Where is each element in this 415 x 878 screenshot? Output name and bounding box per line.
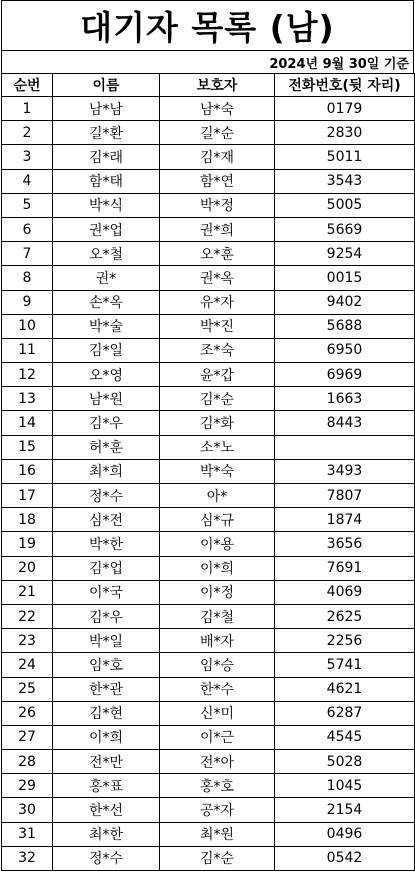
table-row [2,266,415,290]
cell-phone: 2256 [275,629,415,653]
cell-name: 정*수 [53,846,160,870]
cell-phone: 5028 [275,750,415,774]
cell-name: 남*원 [53,387,160,411]
cell-phone: 3543 [275,169,415,193]
cell-phone: 4545 [275,725,415,749]
cell-name: 권* [53,266,160,290]
cell-phone: 5741 [275,653,415,677]
cell-name: 홍*표 [53,774,160,798]
cell-guardian: 공*자 [160,798,275,822]
table-row [2,290,415,314]
cell-phone: 0015 [275,266,415,290]
table-row [2,580,415,604]
cell-phone: 5688 [275,314,415,338]
table-row [2,411,415,435]
cell-phone: 1045 [275,774,415,798]
cell-guardian: 김*재 [160,145,275,169]
header-row [2,74,415,97]
cell-number: 32 [2,846,53,870]
cell-number: 9 [2,290,53,314]
cell-guardian: 김*순 [160,846,275,870]
cell-phone: 6950 [275,338,415,362]
table-row [2,435,415,459]
cell-phone: 9254 [275,242,415,266]
cell-number: 21 [2,580,53,604]
cell-phone: 0179 [275,97,415,121]
cell-name: 최*한 [53,822,160,846]
cell-number: 31 [2,822,53,846]
cell-name: 최*희 [53,459,160,483]
cell-guardian: 권*희 [160,217,275,241]
cell-guardian: 이*용 [160,532,275,556]
cell-number: 26 [2,701,53,725]
cell-number: 24 [2,653,53,677]
cell-phone: 2830 [275,121,415,145]
cell-name: 이*희 [53,725,160,749]
cell-guardian: 함*연 [160,169,275,193]
cell-phone: 0542 [275,846,415,870]
table-row [2,822,415,846]
cell-phone: 3656 [275,532,415,556]
cell-guardian: 남*숙 [160,97,275,121]
cell-number: 2 [2,121,53,145]
cell-number: 23 [2,629,53,653]
table-row [2,604,415,628]
cell-number: 1 [2,97,53,121]
cell-name: 이*국 [53,580,160,604]
cell-guardian: 최*원 [160,822,275,846]
table-row [2,338,415,362]
table-row [2,459,415,483]
cell-number: 10 [2,314,53,338]
cell-name: 김*래 [53,145,160,169]
cell-guardian: 김*화 [160,411,275,435]
cell-number: 17 [2,484,53,508]
cell-name: 박*식 [53,193,160,217]
cell-phone: 1874 [275,508,415,532]
cell-phone: 2625 [275,604,415,628]
cell-guardian: 유*자 [160,290,275,314]
cell-guardian: 배*자 [160,629,275,653]
cell-phone: 5005 [275,193,415,217]
waiting-list-table [1,73,415,871]
cell-guardian: 신*미 [160,701,275,725]
cell-name: 정*수 [53,484,160,508]
cell-name: 손*옥 [53,290,160,314]
cell-phone: 8443 [275,411,415,435]
cell-number: 15 [2,435,53,459]
table-row [2,798,415,822]
table-row [2,846,415,870]
header-name: 이름 [53,74,160,97]
cell-guardian: 조*숙 [160,338,275,362]
cell-guardian: 박*진 [160,314,275,338]
cell-phone: 6969 [275,363,415,387]
cell-number: 7 [2,242,53,266]
cell-name: 박*한 [53,532,160,556]
cell-number: 25 [2,677,53,701]
cell-number: 22 [2,604,53,628]
table-row [2,484,415,508]
cell-name: 오*영 [53,363,160,387]
cell-name: 오*철 [53,242,160,266]
cell-phone: 7807 [275,484,415,508]
table-row [2,121,415,145]
table-row [2,387,415,411]
cell-phone: 5011 [275,145,415,169]
table-row [2,217,415,241]
waiting-list-sheet [1,0,414,871]
cell-name: 박*일 [53,629,160,653]
cell-name: 한*관 [53,677,160,701]
cell-name: 한*선 [53,798,160,822]
cell-phone: 3493 [275,459,415,483]
cell-number: 6 [2,217,53,241]
cell-guardian: 한*수 [160,677,275,701]
cell-name: 김*일 [53,338,160,362]
table-row [2,653,415,677]
cell-number: 4 [2,169,53,193]
table-row [2,532,415,556]
cell-phone: 4069 [275,580,415,604]
cell-name: 길*환 [53,121,160,145]
cell-phone: 4621 [275,677,415,701]
cell-number: 29 [2,774,53,798]
cell-phone: 9402 [275,290,415,314]
cell-guardian: 박*정 [160,193,275,217]
cell-number: 27 [2,725,53,749]
header-guardian: 보호자 [160,74,275,97]
cell-name: 박*술 [53,314,160,338]
cell-guardian: 오*훈 [160,242,275,266]
cell-number: 12 [2,363,53,387]
table-row [2,701,415,725]
cell-phone: 7691 [275,556,415,580]
cell-name: 김*우 [53,411,160,435]
table-row [2,556,415,580]
cell-name: 심*전 [53,508,160,532]
cell-name: 남*남 [53,97,160,121]
header-number: 순번 [2,74,53,97]
cell-guardian: 권*옥 [160,266,275,290]
cell-phone: 0496 [275,822,415,846]
cell-guardian: 이*희 [160,556,275,580]
cell-name: 임*호 [53,653,160,677]
table-row [2,242,415,266]
cell-guardian: 소*노 [160,435,275,459]
table-row [2,508,415,532]
cell-guardian: 윤*갑 [160,363,275,387]
cell-guardian: 아* [160,484,275,508]
cell-number: 11 [2,338,53,362]
reference-date: 2024년 9월 30일 기준 [1,50,414,73]
cell-name: 권*업 [53,217,160,241]
cell-number: 20 [2,556,53,580]
table-row [2,169,415,193]
cell-number: 13 [2,387,53,411]
cell-guardian: 임*승 [160,653,275,677]
table-row [2,750,415,774]
cell-name: 김*현 [53,701,160,725]
cell-guardian: 전*아 [160,750,275,774]
cell-guardian: 김*철 [160,604,275,628]
cell-guardian: 심*규 [160,508,275,532]
cell-number: 30 [2,798,53,822]
cell-number: 3 [2,145,53,169]
table-row [2,725,415,749]
cell-number: 28 [2,750,53,774]
table-row [2,97,415,121]
cell-number: 14 [2,411,53,435]
table-row [2,193,415,217]
cell-guardian: 이*근 [160,725,275,749]
cell-name: 김*우 [53,604,160,628]
table-row [2,774,415,798]
cell-guardian: 길*순 [160,121,275,145]
cell-guardian: 이*정 [160,580,275,604]
header-phone: 전화번호(뒷 자리) [275,74,415,97]
page-title: 대기자 목록 (남) [1,0,414,50]
table-row [2,145,415,169]
cell-phone: 1663 [275,387,415,411]
cell-number: 16 [2,459,53,483]
cell-number: 18 [2,508,53,532]
cell-number: 5 [2,193,53,217]
cell-guardian: 김*순 [160,387,275,411]
cell-phone: 2154 [275,798,415,822]
table-row [2,314,415,338]
cell-name: 전*만 [53,750,160,774]
table-row [2,629,415,653]
cell-guardian: 박*숙 [160,459,275,483]
cell-phone: 6287 [275,701,415,725]
cell-name: 허*훈 [53,435,160,459]
cell-name: 함*태 [53,169,160,193]
table-row [2,363,415,387]
cell-number: 19 [2,532,53,556]
table-body [2,97,415,871]
table-row [2,677,415,701]
cell-number: 8 [2,266,53,290]
cell-phone: 5669 [275,217,415,241]
cell-name: 김*업 [53,556,160,580]
cell-phone [275,435,415,459]
cell-guardian: 홍*호 [160,774,275,798]
